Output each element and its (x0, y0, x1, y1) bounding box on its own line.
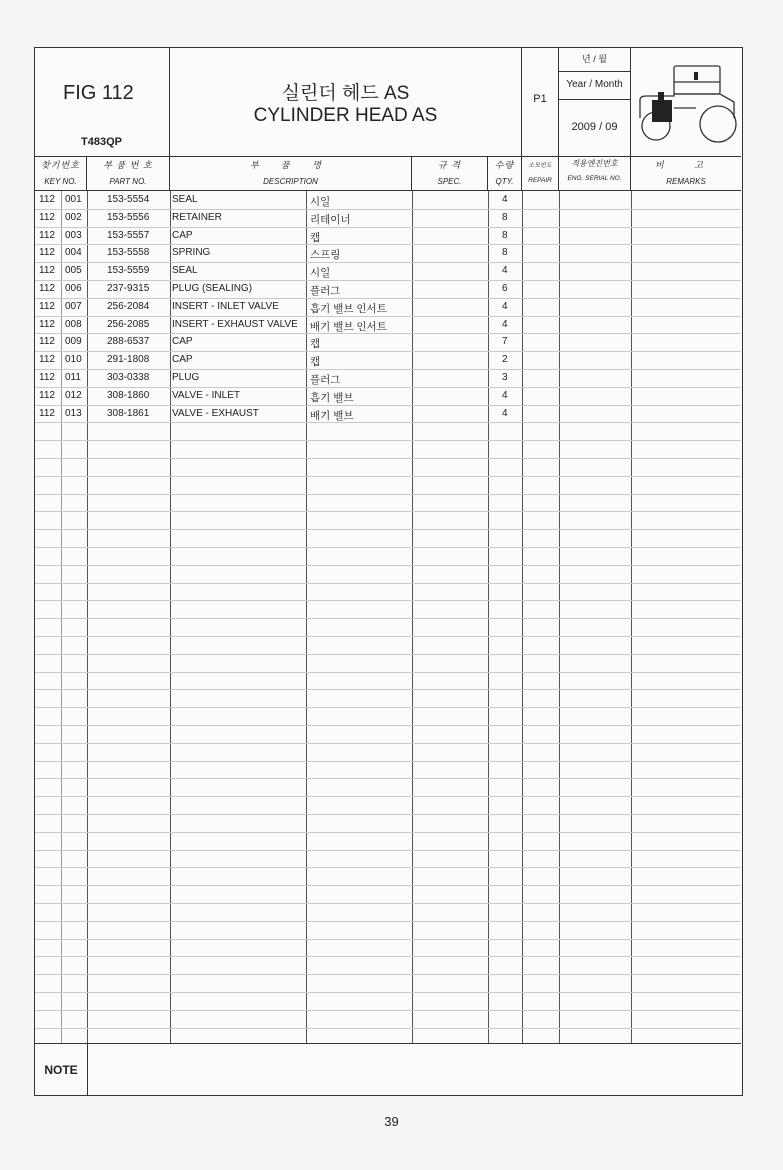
cell-qty: 4 (502, 318, 508, 330)
row-rule (35, 903, 741, 904)
title-english: CYLINDER HEAD AS (253, 105, 438, 126)
cell-qty: 3 (502, 372, 508, 383)
cell-part-no: 153-5556 (107, 211, 150, 223)
row-rule (35, 761, 741, 762)
table-row (35, 280, 741, 298)
col-key (35, 156, 87, 190)
cell-desc-ko: 흡기 밸브 (310, 391, 354, 404)
row-rule (35, 458, 741, 459)
cell-qty: 4 (502, 300, 508, 312)
cell-fig: 112 (39, 318, 55, 330)
table-row (35, 298, 741, 316)
row-rule (35, 689, 741, 690)
table-row (35, 262, 741, 280)
cell-qty: 6 (502, 283, 508, 294)
row-rule (35, 600, 741, 601)
cell-fig: 112 (39, 229, 55, 241)
cell-key: 003 (65, 229, 82, 241)
row-rule (35, 547, 741, 548)
cell-qty: 8 (502, 247, 508, 259)
row-rule (35, 565, 741, 566)
cell-qty: 4 (502, 389, 508, 401)
cell-fig: 112 (39, 372, 55, 383)
cell-desc-en: CAP (172, 229, 193, 241)
cell-fig: 112 (39, 211, 55, 223)
col-desc-ko: 부 품 명 (249, 160, 332, 170)
row-rule (35, 636, 741, 637)
cell-desc-en: VALVE - EXHAUST (172, 407, 259, 419)
cell-qty: 4 (502, 265, 508, 277)
page-number: 39 (384, 1114, 399, 1129)
cell-key: 006 (65, 283, 82, 294)
cell-fig: 112 (39, 354, 55, 366)
col-spec (412, 156, 488, 190)
row-rule (35, 725, 741, 726)
cell-part-no: 303-0338 (107, 372, 150, 383)
row-rule (35, 778, 741, 779)
cell-part-no: 256-2085 (107, 318, 150, 330)
col-part-en: PART NO. (109, 177, 147, 186)
cell-qty: 8 (502, 211, 508, 223)
table-row (35, 387, 741, 405)
column-headers (35, 156, 741, 191)
cell-desc-ko: 플러그 (310, 285, 341, 297)
fig-title: FIG 112 (63, 82, 134, 104)
cell-fig: 112 (39, 283, 55, 294)
table-row (35, 405, 741, 423)
page-cell (522, 48, 559, 156)
row-rule (35, 867, 741, 868)
cell-desc-en: INSERT - INLET VALVE (172, 300, 279, 312)
date-label-english: Year / Month (559, 71, 630, 100)
col-qty (488, 156, 522, 190)
fig-cell (35, 48, 170, 156)
cell-desc-ko: 캡 (310, 356, 321, 369)
parts-table-body (35, 191, 741, 1043)
note-section (35, 1043, 741, 1096)
cell-key: 010 (65, 354, 82, 366)
col-serial (559, 156, 631, 190)
table-row (35, 351, 741, 369)
cell-key: 012 (65, 389, 82, 401)
cell-qty: 2 (502, 354, 508, 366)
cell-part-no: 288-6537 (107, 336, 150, 348)
cell-part-no: 237-9315 (107, 283, 150, 294)
cell-key: 007 (65, 300, 82, 312)
col-desc-en: DESCRIPTION (263, 177, 318, 186)
cell-key: 005 (65, 265, 82, 277)
cell-fig: 112 (39, 194, 55, 205)
col-remarks-en: REMARKS (666, 177, 706, 186)
col-serial-en: ENG. SERIAL NO. (567, 175, 622, 182)
date-label-korean: 년 / 월 (559, 48, 630, 72)
col-serial-ko: 적용엔진번호 (571, 159, 618, 168)
cell-desc-en: CAP (172, 354, 193, 366)
row-rule (35, 511, 741, 512)
cell-desc-ko: 시일 (310, 267, 331, 280)
cell-fig: 112 (39, 265, 55, 277)
row-rule (35, 956, 741, 957)
col-repair-en: REPAIR (528, 177, 552, 184)
col-remarks-ko: 비 고 (655, 160, 717, 170)
col-qty-ko: 수량 (494, 160, 515, 170)
cell-fig: 112 (39, 389, 55, 401)
cell-key: 008 (65, 318, 82, 330)
cell-desc-en: RETAINER (172, 211, 222, 223)
row-rule (35, 1010, 741, 1011)
col-part (87, 156, 170, 190)
note-label: NOTE (35, 1044, 88, 1096)
col-key-ko: 찾기번호 (41, 160, 80, 170)
cell-part-no: 308-1860 (107, 389, 150, 401)
row-rule (35, 654, 741, 655)
cell-key: 001 (65, 194, 82, 205)
col-desc (170, 156, 412, 190)
cell-desc-en: CAP (172, 336, 193, 348)
model-code: T483QP (81, 136, 122, 148)
cell-desc-en: PLUG (172, 372, 200, 383)
row-rule (35, 814, 741, 815)
table-row (35, 191, 741, 209)
cell-qty: 4 (502, 194, 508, 205)
cell-desc-en: PLUG (SEALING) (172, 283, 253, 294)
row-rule (35, 422, 741, 423)
date-value: 2009 / 09 (571, 121, 618, 133)
cell-part-no: 153-5554 (107, 194, 150, 205)
col-repair (522, 156, 559, 190)
cell-part-no: 308-1861 (107, 407, 150, 419)
row-rule (35, 939, 741, 940)
row-rule (35, 618, 741, 619)
cell-desc-ko: 배기 밸브 (310, 409, 354, 422)
row-rule (35, 921, 741, 922)
cell-part-no: 153-5559 (107, 265, 150, 277)
cell-fig: 112 (39, 407, 55, 419)
row-rule (35, 440, 741, 441)
cell-desc-ko: 배기 밸브 인서트 (310, 320, 387, 333)
cell-desc-ko: 흡기 밸브 인서트 (310, 302, 387, 315)
sheet-header (35, 48, 741, 157)
row-rule (35, 1028, 741, 1029)
table-row (35, 209, 741, 227)
cell-desc-en: SEAL (172, 265, 198, 277)
col-part-ko: 부 품 번 호 (103, 160, 153, 170)
row-rule (35, 796, 741, 797)
col-qty-en: QTY. (495, 177, 514, 186)
table-row (35, 369, 741, 387)
cell-fig: 112 (39, 336, 55, 348)
row-rule (35, 850, 741, 851)
title-cell (170, 48, 522, 156)
cell-desc-en: VALVE - INLET (172, 389, 240, 401)
row-rule (35, 476, 741, 477)
row-rule (35, 885, 741, 886)
row-rule (35, 583, 741, 584)
col-key-en: KEY NO. (44, 177, 77, 186)
cell-fig: 112 (39, 247, 55, 259)
cell-part-no: 291-1808 (107, 354, 150, 366)
col-remarks (631, 156, 741, 190)
cell-desc-ko: 리테이너 (310, 213, 351, 226)
cell-key: 002 (65, 211, 82, 223)
row-rule (35, 974, 741, 975)
cell-key: 013 (65, 407, 82, 419)
cell-desc-ko: 스프링 (310, 249, 341, 262)
table-row (35, 316, 741, 334)
cell-desc-en: SEAL (172, 194, 198, 205)
cell-qty: 7 (502, 336, 508, 348)
cell-part-no: 153-5557 (107, 229, 150, 241)
col-repair-ko: 소모빈도 (528, 163, 552, 169)
row-rule (35, 707, 741, 708)
table-row (35, 227, 741, 245)
row-rule (35, 529, 741, 530)
cell-part-no: 256-2084 (107, 300, 150, 312)
cell-desc-ko: 캡 (310, 231, 321, 244)
table-row (35, 333, 741, 351)
cell-qty: 8 (502, 229, 508, 241)
row-rule (35, 672, 741, 673)
tractor-icon (634, 52, 738, 152)
row-rule (35, 832, 741, 833)
cell-fig: 112 (39, 300, 55, 312)
cell-key: 009 (65, 336, 82, 348)
row-rule (35, 992, 741, 993)
page-label: P1 (533, 93, 547, 105)
row-rule (35, 494, 741, 495)
cell-desc-en: INSERT - EXHAUST VALVE (172, 318, 298, 330)
table-row (35, 244, 741, 262)
cell-desc-ko: 플러그 (310, 374, 341, 386)
tractor-cell (631, 48, 741, 156)
row-rule (35, 743, 741, 744)
date-cell (559, 48, 631, 156)
cell-desc-ko: 캡 (310, 338, 321, 351)
col-spec-ko: 규 격 (438, 160, 461, 170)
cell-desc-ko: 시일 (310, 196, 331, 208)
cell-part-no: 153-5558 (107, 247, 150, 259)
title-korean: 실린더 헤드 AS (281, 83, 410, 104)
parts-sheet (34, 47, 743, 1096)
col-spec-en: SPEC. (437, 177, 462, 186)
cell-key: 004 (65, 247, 82, 259)
cell-qty: 4 (502, 407, 508, 419)
cell-key: 011 (65, 372, 81, 383)
cell-desc-en: SPRING (172, 247, 211, 259)
